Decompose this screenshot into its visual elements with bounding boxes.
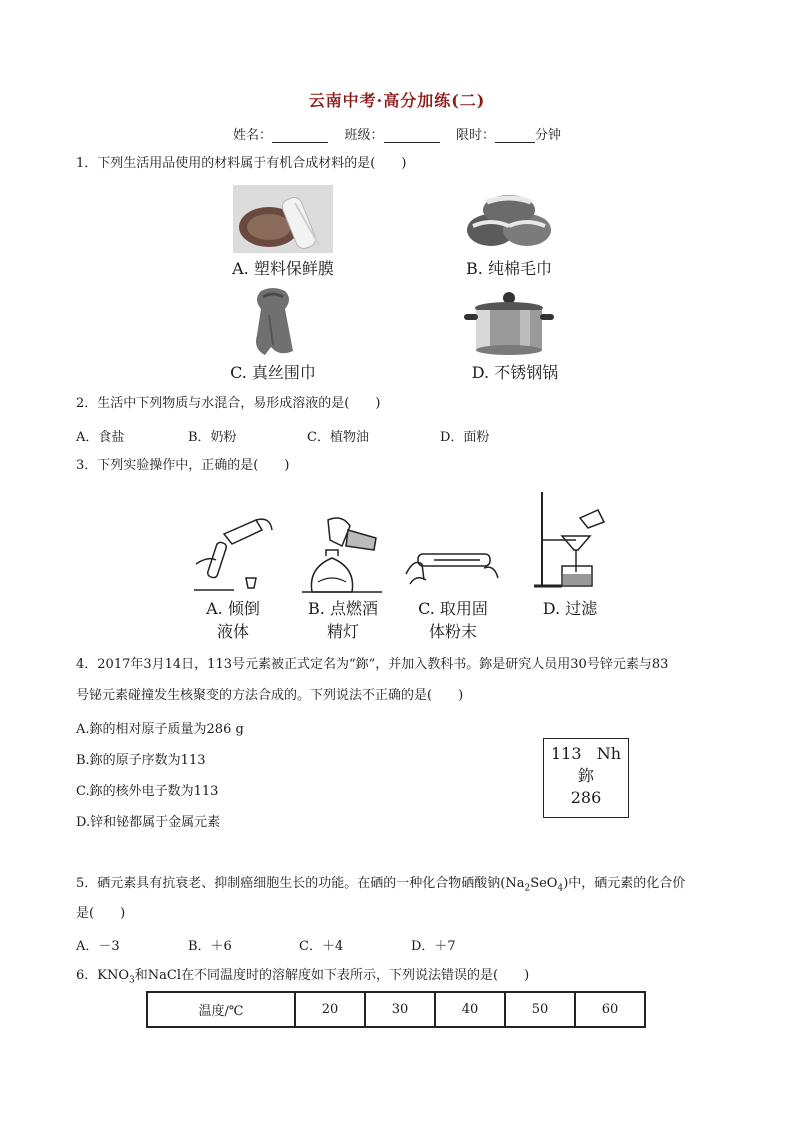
- q3-option-d-caption: D. 过滤: [542, 599, 598, 618]
- q6-stem-part1: 6．KNO: [76, 968, 130, 983]
- table-header-cell: 30: [365, 992, 435, 1027]
- table-header-cell: 40: [435, 992, 505, 1027]
- q5-option-d: D．＋7: [411, 939, 456, 954]
- q2-option-a: A．食盐: [76, 430, 125, 445]
- q2-option-c: C．植物油: [307, 430, 369, 445]
- question-4-stem-line2: 号铋元素碰撞发生核聚变的方法合成的。下列说法不正确的是( ): [76, 688, 464, 703]
- q4-option-c: C.鉨的核外电子数为113: [76, 784, 219, 799]
- filtration-illustration: [532, 488, 608, 592]
- q4-option-b: B.鉨的原子序数为113: [76, 753, 206, 768]
- q5-subscript-2: 4: [557, 883, 564, 894]
- q2-option-d: D．面粉: [440, 430, 490, 445]
- solubility-table: [146, 991, 646, 1028]
- time-unit: 分钟: [535, 128, 562, 143]
- table-header-cell: 温度/℃: [147, 992, 295, 1027]
- element-card-nihonium: [543, 738, 629, 818]
- table-row: [147, 992, 645, 1027]
- question-1-stem: 1．下列生活用品使用的材料属于有机合成材料的是( ): [76, 156, 407, 171]
- q2-option-b: B．奶粉: [188, 430, 237, 445]
- table-header-cell: 60: [575, 992, 645, 1027]
- q6-stem-part2: 和NaCl在不同温度时的溶解度如下表所示，下列说法错误的是( ): [134, 968, 530, 983]
- question-5-stem-line2: 是( ): [76, 906, 126, 921]
- class-label: 班级：: [344, 128, 384, 143]
- question-5-stem-line1: [76, 874, 685, 899]
- q1-option-b-caption: B. 纯棉毛巾: [466, 259, 552, 278]
- question-4-stem-line1: 4．2017年3月14日，113号元素被正式定名为“鉨”，并加入教科书。鉨是研究人员用30号锌元素与83: [76, 657, 669, 672]
- q4-option-d: D.锌和铋都属于金属元素: [76, 815, 221, 830]
- q4-option-a: A.鉨的相对原子质量为286 g: [76, 722, 244, 737]
- q1-option-c-caption: C. 真丝围巾: [230, 363, 316, 382]
- time-blank[interactable]: [495, 128, 535, 143]
- question-3-stem: 3．下列实验操作中，正确的是( ): [76, 458, 290, 473]
- q1-option-d-caption: D. 不锈钢锅: [471, 363, 559, 382]
- name-label: 姓名：: [232, 128, 272, 143]
- q5-stem-formula: SeO: [530, 876, 558, 891]
- element-name: 鉨: [577, 766, 594, 785]
- q3-option-b-caption-1: B. 点燃酒: [308, 599, 378, 618]
- q6-subscript: 3: [129, 975, 135, 986]
- alcohol-lamp-illustration: [302, 516, 384, 594]
- q3-option-c-caption-2: 体粉末: [428, 622, 477, 641]
- q5-stem-part2: )中，硒元素的化合价: [563, 876, 686, 891]
- q5-stem-part1: 5．硒元素具有抗衰老、抑制癌细胞生长的功能。在硒的一种化合物硒酸钠(Na: [76, 876, 525, 891]
- table-header-cell: 50: [505, 992, 575, 1027]
- element-atomic-number: 113: [551, 744, 582, 763]
- q5-subscript-1: 2: [524, 883, 531, 894]
- element-atomic-mass: 286: [570, 788, 602, 807]
- page-title: 云南中考·高分加练(二): [308, 91, 486, 110]
- class-blank[interactable]: [384, 128, 440, 143]
- q1-option-a-caption: A. 塑料保鲜膜: [232, 259, 334, 278]
- q3-option-a-caption-1: A. 倾倒: [206, 599, 260, 618]
- table-header-cell: 20: [295, 992, 365, 1027]
- powder-transfer-illustration: [404, 540, 500, 590]
- q5-option-b: B．＋6: [188, 939, 232, 954]
- element-symbol: Nh: [596, 744, 621, 763]
- question-6-stem: [76, 966, 529, 991]
- question-2-stem: 2．生活中下列物质与水混合，易形成溶液的是( ): [76, 396, 381, 411]
- silk-scarf-image: [243, 285, 303, 357]
- q3-option-b-caption-2: 精灯: [326, 622, 359, 641]
- q3-option-a-caption-2: 液体: [216, 622, 249, 641]
- q3-option-c-caption-1: C. 取用固: [418, 599, 488, 618]
- towel-image: [463, 190, 555, 250]
- pouring-liquid-illustration: [194, 516, 274, 592]
- stainless-pot-image: [462, 290, 556, 356]
- plastic-wrap-image: [233, 185, 333, 253]
- name-blank[interactable]: [272, 128, 328, 143]
- time-label: 限时：: [456, 128, 496, 143]
- q5-option-a: A．－3: [76, 939, 120, 954]
- student-info-line: [0, 124, 794, 143]
- q5-option-c: C．＋4: [299, 939, 344, 954]
